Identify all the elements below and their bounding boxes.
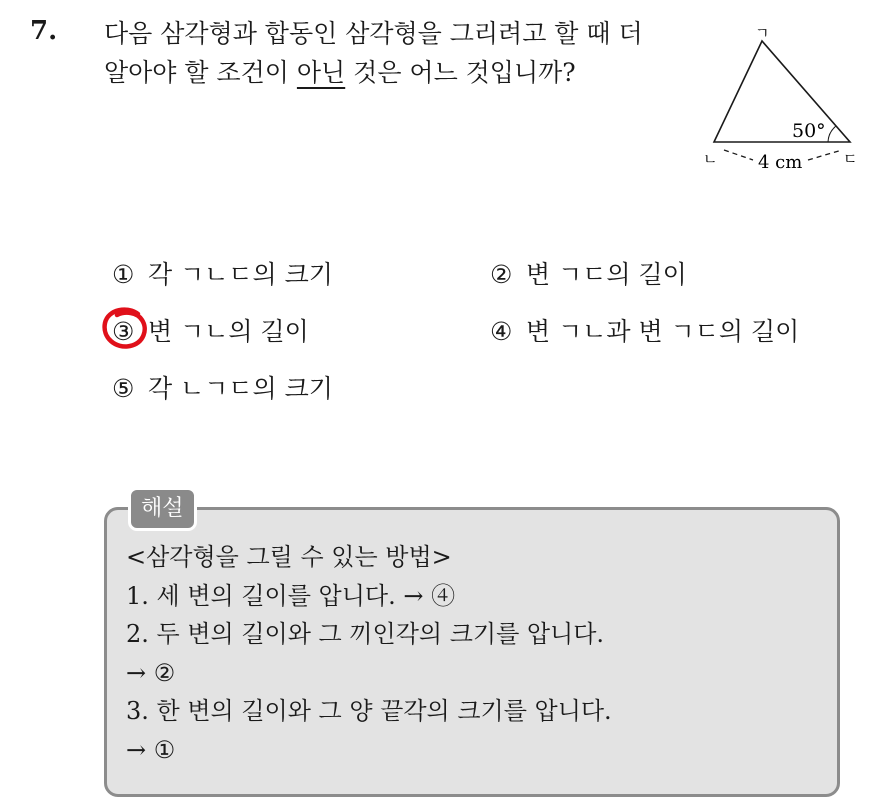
choice-2-number: ② [490,260,513,289]
question-text [104,14,643,92]
explanation-line-4: → ② [126,658,176,687]
explanation-line-3: 2. 두 변의 길이와 그 끼인각의 크기를 압니다. [126,620,605,648]
question-line-1: 다음 삼각형과 합동인 삼각형을 그리려고 할 때 더 [104,19,643,48]
choice-5[interactable] [112,369,333,405]
explanation-line-6: → ① [126,735,176,764]
triangle-figure [700,18,870,178]
choice-2-text: 변 ㄱㄷ의 길이 [526,260,687,289]
dimension-line-left [724,150,753,160]
angle-label: 50° [792,120,826,142]
choice-5-text: 각 ㄴㄱㄷ의 크기 [148,374,333,403]
side-length-label: 4 cm [758,152,803,173]
choice-3-number: ③ [112,317,135,346]
question-line-2-end: 것은 어느 것입니까? [345,58,576,87]
vertex-label-left: ㄴ [703,150,718,168]
vertex-label-top: ㄱ [755,24,770,42]
answer-circle-mark [100,307,152,351]
choice-2[interactable] [490,255,687,291]
choice-4-number: ④ [490,317,513,346]
choice-1-text: 각 ㄱㄴㄷ의 크기 [148,260,333,289]
question-line-2-start: 알아야 할 조건이 [104,58,297,87]
choice-4[interactable] [490,312,799,348]
explanation-line-1: <삼각형을 그릴 수 있는 방법> [126,543,452,571]
choice-5-number: ⑤ [112,374,135,403]
choice-3-text: 변 ㄱㄴ의 길이 [148,317,309,346]
explanation-text [126,538,612,769]
triangle-outline [714,41,850,142]
question-number: 7. [30,16,58,46]
underlined-keyword: 아닌 [296,58,346,87]
choice-1-number: ① [112,260,135,289]
question-line-2 [104,53,643,92]
angle-arc [828,126,836,142]
explanation-tag: 해설 [128,487,197,531]
explanation-line-2: 1. 세 변의 길이를 압니다. → ④ [126,581,456,610]
dimension-line-right [808,150,842,160]
choice-4-text: 변 ㄱㄴ과 변 ㄱㄷ의 길이 [526,317,800,346]
explanation-line-5: 3. 한 변의 길이와 그 양 끝각의 크기를 압니다. [126,697,612,725]
choice-1[interactable] [112,255,333,291]
vertex-label-right: ㄷ [843,150,858,168]
